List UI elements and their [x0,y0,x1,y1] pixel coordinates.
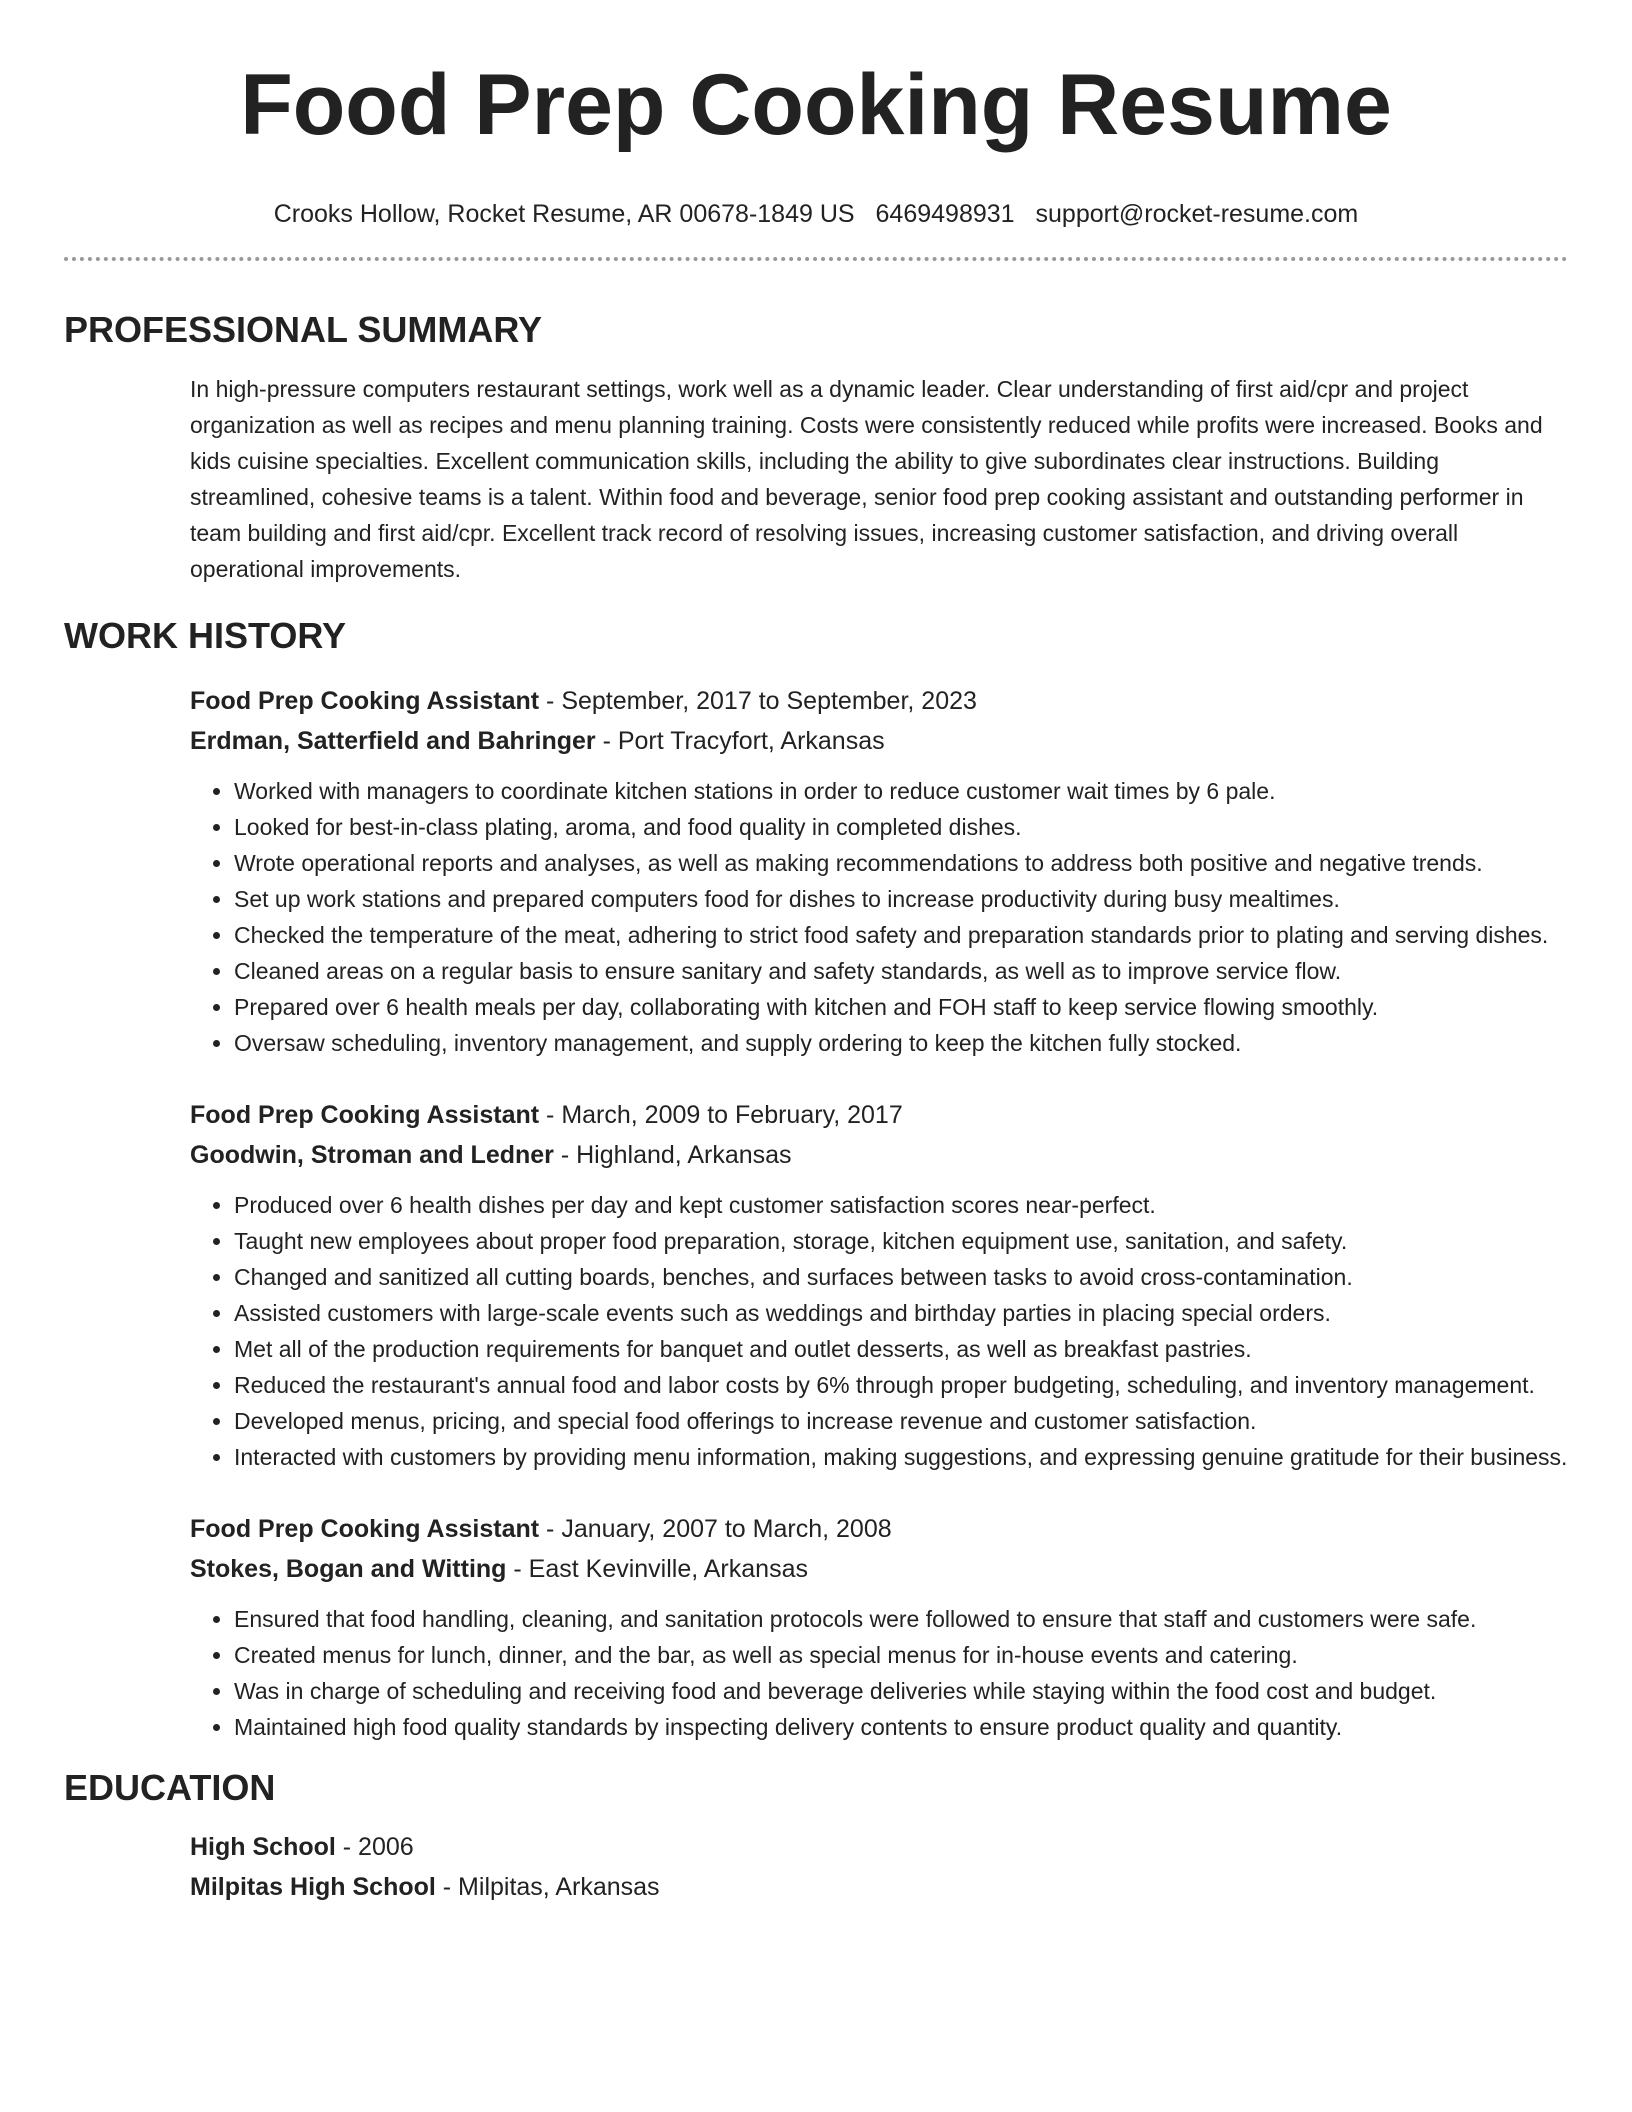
job-title-line [190,681,1568,721]
education-degree: High School [190,1833,336,1861]
job-entry [190,681,1568,1061]
job-bullet: • Maintained high food quality standards by inspecting delivery contents to ensure product quality and quantity. [234,1709,1568,1745]
job-entry [190,1095,1568,1475]
education-school: Milpitas High School [190,1873,436,1901]
summary-text: In high-pressure computers restaurant settings, work well as a dynamic leader. Clear understanding of first aid/cpr and project organization as well as recipes and menu planning training. Costs were consistently reduced while profits were increased. Books and kids cuisine specialties. Excellent communication skills, including the ability to give subordinates clear instructions. Building streamlined, cohesive teams is a talent. Within food and beverage, senior food prep cooking assistant and outstanding performer in team building and first aid/cpr. Excellent track record of resolving issues, increasing customer satisfaction, and driving overall operational improvements. [190,376,1543,582]
job-dates: - March, 2009 to February, 2017 [539,1101,903,1129]
job-company: Stokes, Bogan and Witting [190,1555,507,1583]
job-entry [190,1509,1568,1745]
education-school-line [190,1867,1568,1907]
job-location: - Port Tracyfort, Arkansas [595,727,885,755]
education-entry [190,1827,1568,1907]
job-bullet: • Produced over 6 health dishes per day and kept customer satisfaction scores near-perfect. [234,1187,1568,1223]
job-bullet: • Prepared over 6 health meals per day, collaborating with kitchen and FOH staff to keep service flowing smoothly. [234,989,1568,1025]
job-title-line [190,1509,1568,1549]
job-title-line [190,1095,1568,1135]
job-bullet: • Looked for best-in-class plating, aroma, and food quality in completed dishes. [234,809,1568,845]
job-bullet: • Checked the temperature of the meat, adhering to strict food safety and preparation standards prior to plating and serving dishes. [234,917,1568,953]
job-bullets [190,1187,1568,1475]
contact-phone: 6469498931 [875,200,1015,228]
education-location: - Milpitas, Arkansas [435,1873,660,1901]
job-location: - Highland, Arkansas [553,1141,792,1169]
contact-line [64,197,1568,231]
job-bullet: • Worked with managers to coordinate kitchen stations in order to reduce customer wait times by 6 pale. [234,773,1568,809]
header-divider [64,257,1568,261]
education-year: - 2006 [335,1833,414,1861]
job-bullet: • Interacted with customers by providing menu information, making suggestions, and expressing genuine gratitude for their business. [234,1439,1568,1475]
summary-heading: PROFESSIONAL SUMMARY [64,309,543,350]
job-bullet: • Was in charge of scheduling and receiving food and beverage deliveries while staying within the food cost and budget. [234,1673,1568,1709]
contact-email: support@rocket-resume.com [1035,200,1359,228]
job-bullet: • Ensured that food handling, cleaning, and sanitation protocols were followed to ensure that staff and customers were safe. [234,1601,1568,1637]
job-company: Erdman, Satterfield and Bahringer [190,727,596,755]
job-bullet: • Oversaw scheduling, inventory management, and supply ordering to keep the kitchen fully stocked. [234,1025,1568,1061]
job-location: - East Kevinville, Arkansas [506,1555,808,1583]
job-role: Food Prep Cooking Assistant [190,687,540,715]
education-degree-line [190,1827,1568,1867]
contact-address: Crooks Hollow, Rocket Resume, AR 00678-1849 US [273,200,855,228]
job-bullet: • Assisted customers with large-scale events such as weddings and birthday parties in placing special orders. [234,1295,1568,1331]
job-company-line [190,1135,1568,1175]
job-bullet: • Reduced the restaurant's annual food and labor costs by 6% through proper budgeting, scheduling, and inventory management. [234,1367,1568,1403]
job-dates: - September, 2017 to September, 2023 [539,687,977,715]
job-company-line [190,1549,1568,1589]
job-bullet: • Set up work stations and prepared computers food for dishes to increase productivity during busy mealtimes. [234,881,1568,917]
work-history-heading: WORK HISTORY [64,615,347,656]
job-bullet: • Met all of the production requirements for banquet and outlet desserts, as well as breakfast pastries. [234,1331,1568,1367]
resume-name: Food Prep Cooking Resume [240,57,1392,153]
job-bullet: • Changed and sanitized all cutting boards, benches, and surfaces between tasks to avoid cross-contamination. [234,1259,1568,1295]
job-role: Food Prep Cooking Assistant [190,1515,540,1543]
job-bullet: • Created menus for lunch, dinner, and the bar, as well as special menus for in-house events and catering. [234,1637,1568,1673]
job-bullet: • Wrote operational reports and analyses, as well as making recommendations to address both positive and negative trends. [234,845,1568,881]
job-bullets [190,1601,1568,1745]
job-company-line [190,721,1568,761]
job-dates: - January, 2007 to March, 2008 [539,1515,892,1543]
job-bullets [190,773,1568,1061]
job-role: Food Prep Cooking Assistant [190,1101,540,1129]
job-company: Goodwin, Stroman and Ledner [190,1141,554,1169]
job-bullet: • Developed menus, pricing, and special food offerings to increase revenue and customer satisfaction. [234,1403,1568,1439]
education-heading: EDUCATION [64,1767,276,1808]
job-bullet: • Taught new employees about proper food preparation, storage, kitchen equipment use, sanitation, and safety. [234,1223,1568,1259]
job-bullet: • Cleaned areas on a regular basis to ensure sanitary and safety standards, as well as to improve service flow. [234,953,1568,989]
